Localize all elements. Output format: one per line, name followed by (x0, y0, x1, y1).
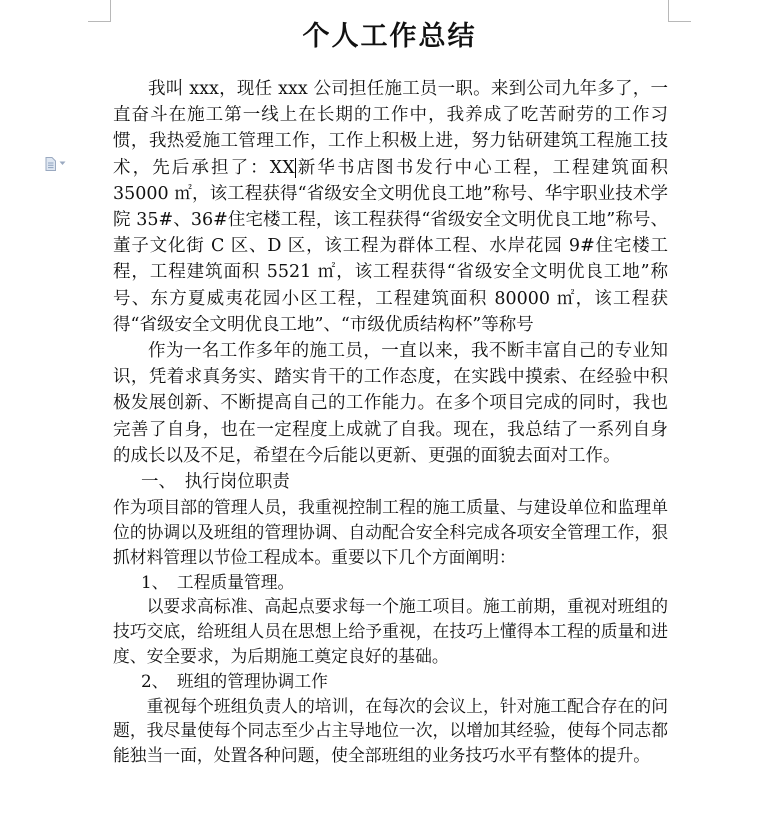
paragraph-quality: 以要求高标准、高起点要求每一个施工项目。施工前期，重视对班组的技巧交底，给班组人员在思想上给予重视，在技巧上懂得本工程的质量和进度、安全要求，为后期施工奠定良好的基础。 (113, 596, 668, 667)
paragraph-management: 作为项目部的管理人员，我重视控制工程的施工质量、与建设单位和监理单位的协调以及班组的管理协调、自动配合安全科完成各项安全管理工作，狠抓材料管理以节俭工程成本。重要以下几个方面阐明： (113, 497, 668, 567)
paragraph-intro (113, 76, 668, 338)
chevron-down-icon[interactable] (59, 161, 66, 166)
document-body (113, 76, 668, 768)
subheading-quality: 1、 工程质量管理。 (141, 571, 295, 592)
paragraph-experience: 作为一名工作多年的施工员，一直以来，我不断丰富自己的专业知识，凭着求真务实、踏实肯干的工作态度，在实践中摸索、在经验中积极发展创新、不断提高自己的工作能力。在多个项目完成的同时，我也完善了自身，也在一定程度上成就了自我。现在，我总结了一系列自身的成长以及不足，希望在今后能以更新、更强的面貌去面对工作。 (113, 341, 668, 466)
document-icon[interactable] (45, 157, 56, 171)
subheading-team: 2、 班组的管理协调工作 (141, 670, 328, 691)
paragraph-intro-a: 我叫 xxx，现任 xxx 公司担任施工员一职。来到公司九年多了，一直奋斗在施工第一线上在长期的工作中，我养成了吃苦耐劳的工作习惯，我热爱施工管理工作，工作上积极上进，努力钻研建筑工程施工技术，先后承担了：XX (113, 79, 668, 178)
paragraph-team: 重视每个班组负责人的培训，在每次的会议上，针对施工配合存在的问题，我尽量使每个同志至少占主导地位一次，以增加其经验，使每个同志都能独当一面，处置各种问题，使全部班组的业务技巧水平有整体的提升。 (113, 695, 668, 766)
paragraph-intro-b: 新华书店图书发行中心工程，工程建筑面积 35000 ㎡，该工程获得“省级安全文明优良工地”称号、华宇职业技术学院 35#、36#住宅楼工程，该工程获得“省级安全文明优良工地”称号、董子文化街 C 区、D 区，该工程为群体工程、水岸花园 9#住宅楼工程，工程建筑面积 5521 ㎡，该工程获得“省级安全文明优良工地”称号、东方夏威夷花园小区工程，工程建筑面积 80000 ㎡，该工程获得“省级安全文明优良工地”、“市级优质结构杯”等称号 (113, 157, 669, 335)
document-title: 个人工作总结 (302, 21, 477, 52)
section-heading-1: 一、 执行岗位职责 (141, 472, 290, 493)
